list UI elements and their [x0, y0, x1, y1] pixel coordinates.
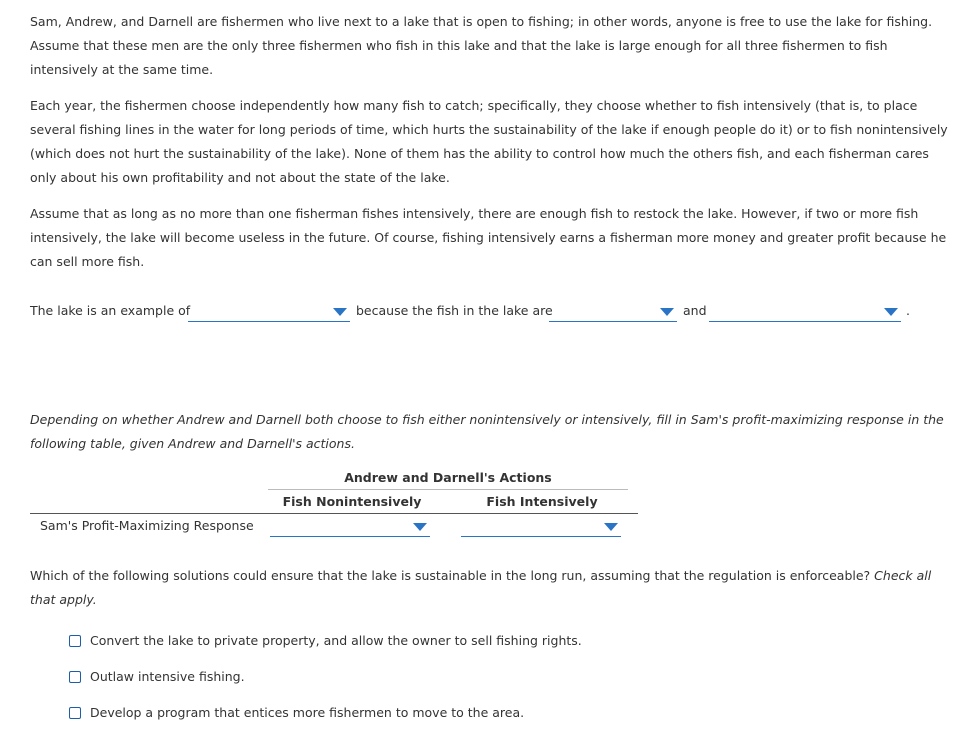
column-header-nonintensive: Fish Nonintensively	[282, 494, 422, 509]
response-intensive-select[interactable]	[461, 514, 621, 537]
solutions-question	[30, 564, 955, 612]
solutions-prompt: Which of the following solutions could ensure that the lake is sustainable in the long run, assuming that the regulation is enforceable?	[30, 568, 871, 583]
fish-property1-select[interactable]	[549, 299, 677, 322]
chevron-down-icon	[333, 308, 347, 316]
table-instructions: Depending on whether Andrew and Darnell both choose to fish either nonintensively or intensively, fill in Sam's profit-maximizing response in the following table, given Andrew and Darnell's actions.	[30, 412, 944, 451]
table-divider	[268, 489, 628, 490]
option-label: Outlaw intensive fishing.	[90, 669, 245, 684]
question1-suffix: .	[906, 303, 910, 318]
scenario-paragraph-2: Each year, the fishermen choose independently how many fish to catch; specifically, they choose whether to fish intensively (that is, to place several fishing lines in the water for long periods of time, which hurts the sustainability of the lake if enough people do it) or to fish nonintensively (which does not hurt the sustainability of the lake). None of them has the ability to control how much the others fish, and each fisherman cares only about his own profitability and not about the state of the lake.	[30, 98, 948, 185]
lake-type-select[interactable]	[188, 299, 350, 322]
option-label: Develop a program that entices more fishermen to move to the area.	[90, 705, 525, 720]
option-checkbox[interactable]	[69, 707, 81, 719]
scenario-paragraph-3: Assume that as long as no more than one fisherman fishes intensively, there are enough fish to restock the lake. However, if two or more fish intensively, the lake will become useless in the future. Of course, fishing intensively earns a fisherman more money and greater profit because he can sell more fish.	[30, 206, 947, 269]
response-nonintensive-select[interactable]	[270, 514, 430, 537]
question1-prefix: The lake is an example of	[30, 303, 191, 318]
column-header-intensive: Fish Intensively	[486, 494, 598, 509]
chevron-down-icon	[660, 308, 674, 316]
option-checkbox[interactable]	[69, 671, 81, 683]
option-private-property[interactable]	[69, 632, 582, 650]
option-label: Convert the lake to private property, and allow the owner to sell fishing rights.	[90, 633, 582, 648]
option-outlaw-intensive[interactable]	[69, 668, 245, 686]
fish-property2-select[interactable]	[709, 299, 901, 322]
question1-middle: because the fish in the lake are	[356, 303, 553, 318]
option-checkbox[interactable]	[69, 635, 81, 647]
chevron-down-icon	[413, 523, 427, 531]
table-row-label: Sam's Profit-Maximizing Response	[40, 518, 254, 533]
scenario-paragraph-1: Sam, Andrew, and Darnell are fishermen who live next to a lake that is open to fishing; in other words, anyone is free to use the lake for fishing. Assume that these men are the only three fishermen who fish in this lake and that the lake is large enough for all three fishermen to fish intensively at the same time.	[30, 14, 933, 77]
solutions-hint: Check all that apply.	[30, 568, 932, 607]
table-group-header: Andrew and Darnell's Actions	[344, 470, 552, 485]
option-more-fishermen[interactable]	[69, 704, 524, 722]
question1-and: and	[683, 303, 707, 318]
chevron-down-icon	[884, 308, 898, 316]
chevron-down-icon	[604, 523, 618, 531]
